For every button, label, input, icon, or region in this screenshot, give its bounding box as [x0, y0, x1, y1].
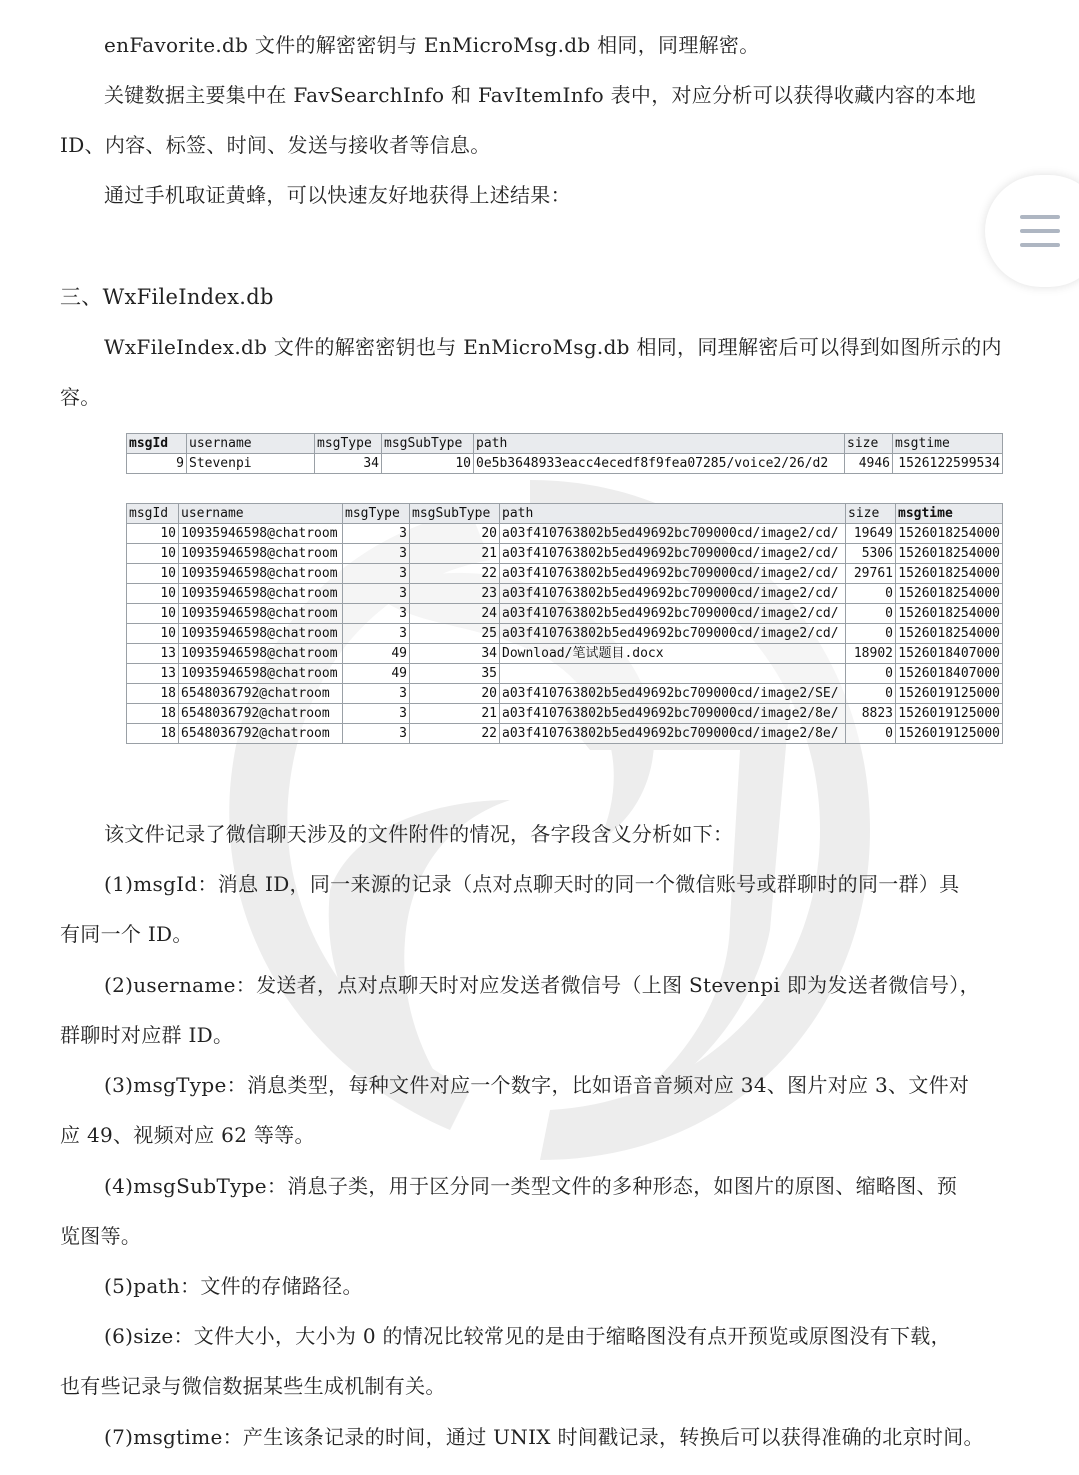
table-cell-msgsubtype: 22 [410, 564, 500, 584]
table-cell-size: 4946 [845, 454, 893, 474]
table-cell-msgsubtype: 21 [410, 704, 500, 724]
column-header-msgid[interactable]: msgId [127, 504, 179, 524]
column-header-msgtype[interactable]: msgType [315, 434, 382, 454]
table-cell-username: 10935946598@chatroom [179, 664, 343, 684]
wxfileindex-table-voice [126, 433, 1003, 474]
table-cell-msgtime: 1526122599534 [893, 454, 1003, 474]
field-size: (6)size：文件大小，大小为 0 的情况比较常见的是由于缩略图没有点开预览或原图没有下载， [104, 1324, 951, 1348]
table-cell-msgtype: 49 [343, 644, 410, 664]
table-cell-username: 10935946598@chatroom [179, 624, 343, 644]
table-row[interactable] [127, 454, 1003, 474]
field-msgtype-cont: 应 49、视频对应 62 等等。 [60, 1123, 315, 1147]
table-cell-msgtype: 3 [343, 544, 410, 564]
table-cell-username: 10935946598@chatroom [179, 584, 343, 604]
table-cell-msgtype: 3 [343, 684, 410, 704]
section-heading: 三、WxFileIndex.db [60, 285, 274, 309]
table-cell-msgid: 18 [127, 684, 179, 704]
column-header-msgtime[interactable]: msgtime [896, 504, 1003, 524]
table-cell-msgsubtype: 22 [410, 724, 500, 744]
table-cell-size: 8823 [846, 704, 896, 724]
paragraph-fields-intro: 该文件记录了微信聊天涉及的文件附件的情况，各字段含义分析如下： [104, 822, 734, 846]
field-username: (2)username：发送者，点对点聊天时对应发送者微信号（上图 Stevenpi 即为发送者微信号）， [104, 973, 980, 997]
paragraph-key-data: 关键数据主要集中在 FavSearchInfo 和 FavItemInfo 表中，对应分析可以获得收藏内容的本地 [104, 83, 977, 107]
field-msgsubtype: (4)msgSubType：消息子类，用于区分同一类型文件的多种形态，如图片的原图、缩略图、预 [104, 1174, 958, 1198]
table-cell-msgtime: 1526018407000 [896, 664, 1003, 684]
table-cell-path: a03f410763802b5ed49692bc709000cd/image2/cd/ [500, 584, 846, 604]
column-header-msgid[interactable]: msgId [127, 434, 187, 454]
table-cell-username: 10935946598@chatroom [179, 644, 343, 664]
field-msgtype: (3)msgType：消息类型，每种文件对应一个数字，比如语音音频对应 34、图片对应 3、文件对 [104, 1073, 970, 1097]
table-cell-size: 0 [846, 604, 896, 624]
field-msgtime: (7)msgtime：产生该条记录的时间，通过 UNIX 时间戳记录，转换后可以获得准确的北京时间。 [104, 1425, 984, 1449]
table-row[interactable] [127, 584, 1003, 604]
table-cell-size: 0 [846, 724, 896, 744]
table-cell-msgtime: 1526018254000 [896, 544, 1003, 564]
field-username-cont: 群聊时对应群 ID。 [60, 1023, 234, 1047]
column-header-username[interactable]: username [179, 504, 343, 524]
table-cell-msgsubtype: 20 [410, 684, 500, 704]
table-row[interactable] [127, 604, 1003, 624]
column-header-msgsubtype[interactable]: msgSubType [410, 504, 500, 524]
table-cell-msgid: 10 [127, 604, 179, 624]
table-cell-username: 10935946598@chatroom [179, 564, 343, 584]
table-row[interactable] [127, 724, 1003, 744]
field-msgid-cont: 有同一个 ID。 [60, 922, 193, 946]
table-cell-msgtype: 3 [343, 564, 410, 584]
table-cell-msgtype: 3 [343, 524, 410, 544]
table-cell-size: 19649 [846, 524, 896, 544]
table-row[interactable] [127, 524, 1003, 544]
table-cell-msgtype: 3 [343, 604, 410, 624]
table-cell-msgsubtype: 24 [410, 604, 500, 624]
table-cell-msgsubtype: 20 [410, 524, 500, 544]
table-cell-msgid: 10 [127, 524, 179, 544]
paragraph-wxfileindex: WxFileIndex.db 文件的解密密钥也与 EnMicroMsg.db 相同，同理解密后可以得到如图所示的内 [104, 335, 1002, 359]
table-cell-msgid: 10 [127, 544, 179, 564]
table-cell-username: Stevenpi [187, 454, 315, 474]
table-cell-username: 6548036792@chatroom [179, 704, 343, 724]
table-cell-msgtype: 49 [343, 664, 410, 684]
table-cell-msgid: 10 [127, 564, 179, 584]
table-cell-path: Download/笔试题目.docx [500, 644, 846, 664]
table-cell-path: a03f410763802b5ed49692bc709000cd/image2/8e/ [500, 724, 846, 744]
table-cell-size: 0 [846, 584, 896, 604]
table-cell-msgsubtype: 23 [410, 584, 500, 604]
paragraph-tool: 通过手机取证黄蜂，可以快速友好地获得上述结果： [104, 183, 571, 207]
table-row[interactable] [127, 624, 1003, 644]
table-cell-path: a03f410763802b5ed49692bc709000cd/image2/cd/ [500, 544, 846, 564]
table-row[interactable] [127, 564, 1003, 584]
table-cell-msgtime: 1526018254000 [896, 604, 1003, 624]
table-cell-path: a03f410763802b5ed49692bc709000cd/image2/cd/ [500, 564, 846, 584]
table-cell-msgtype: 3 [343, 584, 410, 604]
paragraph-wxfileindex-cont: 容。 [60, 385, 101, 409]
table-cell-msgid: 18 [127, 724, 179, 744]
table-header-row [127, 434, 1003, 454]
table-cell-msgtype: 3 [343, 704, 410, 724]
menu-button[interactable] [985, 175, 1079, 287]
table-cell-msgtype: 3 [343, 724, 410, 744]
table-cell-username: 10935946598@chatroom [179, 524, 343, 544]
paragraph-intro: enFavorite.db 文件的解密密钥与 EnMicroMsg.db 相同，同理解密。 [104, 33, 760, 57]
table-cell-msgid: 10 [127, 584, 179, 604]
table-cell-username: 10935946598@chatroom [179, 544, 343, 564]
column-header-path[interactable]: path [474, 434, 845, 454]
column-header-msgsubtype[interactable]: msgSubType [382, 434, 474, 454]
table-cell-msgtime: 1526018254000 [896, 624, 1003, 644]
table-cell-msgtime: 1526018407000 [896, 644, 1003, 664]
table-cell-msgtime: 1526018254000 [896, 584, 1003, 604]
table-cell-msgid: 13 [127, 664, 179, 684]
table-row[interactable] [127, 664, 1003, 684]
table-cell-path: a03f410763802b5ed49692bc709000cd/image2/cd/ [500, 624, 846, 644]
table-cell-msgsubtype: 34 [410, 644, 500, 664]
field-msgid: (1)msgId：消息 ID，同一来源的记录（点对点聊天时的同一个微信账号或群聊时的同一群）具 [104, 872, 960, 896]
column-header-size[interactable]: size [846, 504, 896, 524]
table-cell-msgtype: 34 [315, 454, 382, 474]
table-cell-username: 6548036792@chatroom [179, 724, 343, 744]
table-cell-msgtype: 3 [343, 624, 410, 644]
table-cell-size: 5306 [846, 544, 896, 564]
table-cell-msgsubtype: 35 [410, 664, 500, 684]
table-cell-path: a03f410763802b5ed49692bc709000cd/image2/8e/ [500, 704, 846, 724]
table-cell-size: 0 [846, 624, 896, 644]
table-cell-path: a03f410763802b5ed49692bc709000cd/image2/cd/ [500, 524, 846, 544]
field-path: (5)path：文件的存储路径。 [104, 1274, 363, 1298]
table-cell-username: 6548036792@chatroom [179, 684, 343, 704]
column-header-username[interactable]: username [187, 434, 315, 454]
table-header-row [127, 504, 1003, 524]
table-cell-path: a03f410763802b5ed49692bc709000cd/image2/cd/ [500, 604, 846, 624]
table-cell-path: a03f410763802b5ed49692bc709000cd/image2/SE/ [500, 684, 846, 704]
table-cell-size: 18902 [846, 644, 896, 664]
field-msgsubtype-cont: 览图等。 [60, 1224, 142, 1248]
field-size-cont: 也有些记录与微信数据某些生成机制有关。 [60, 1374, 446, 1398]
table-cell-msgtime: 1526019125000 [896, 724, 1003, 744]
table-row[interactable] [127, 704, 1003, 724]
table-cell-msgsubtype: 21 [410, 544, 500, 564]
table-cell-path [500, 664, 846, 684]
table-row[interactable] [127, 544, 1003, 564]
table-cell-size: 0 [846, 684, 896, 704]
table-cell-msgid: 9 [127, 454, 187, 474]
table-cell-msgid: 18 [127, 704, 179, 724]
table-cell-msgtime: 1526018254000 [896, 524, 1003, 544]
column-header-path[interactable]: path [500, 504, 846, 524]
wxfileindex-table-chatroom [126, 503, 1003, 744]
table-row[interactable] [127, 684, 1003, 704]
table-cell-msgid: 10 [127, 624, 179, 644]
table-cell-username: 10935946598@chatroom [179, 604, 343, 624]
table-cell-msgtime: 1526018254000 [896, 564, 1003, 584]
table-cell-size: 0 [846, 664, 896, 684]
column-header-size[interactable]: size [845, 434, 893, 454]
table-cell-msgsubtype: 25 [410, 624, 500, 644]
table-cell-msgtime: 1526019125000 [896, 704, 1003, 724]
column-header-msgtype[interactable]: msgType [343, 504, 410, 524]
table-cell-msgid: 13 [127, 644, 179, 664]
table-cell-msgsubtype: 10 [382, 454, 474, 474]
table-cell-path: 0e5b3648933eacc4ecedf8f9fea07285/voice2/26/d2 [474, 454, 845, 474]
table-row[interactable] [127, 644, 1003, 664]
table-cell-size: 29761 [846, 564, 896, 584]
table-cell-msgtime: 1526019125000 [896, 684, 1003, 704]
paragraph-key-data-cont: ID、内容、标签、时间、发送与接收者等信息。 [60, 133, 491, 157]
column-header-msgtime[interactable]: msgtime [893, 434, 1003, 454]
